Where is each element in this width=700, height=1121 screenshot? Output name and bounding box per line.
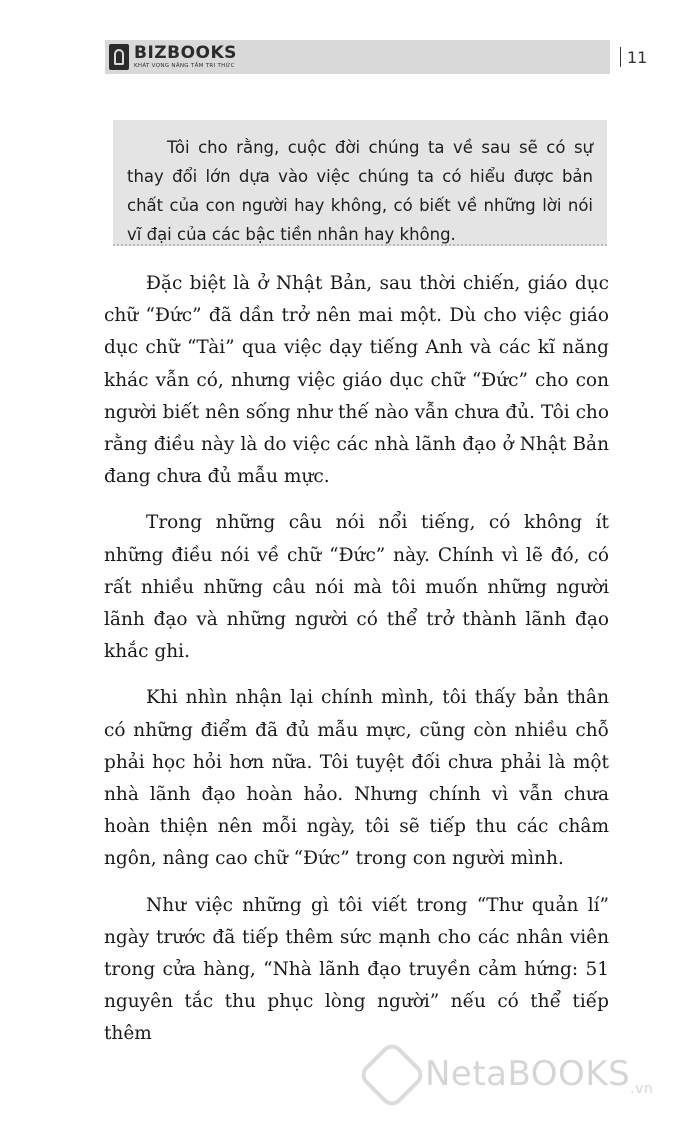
quote-box (113, 120, 607, 246)
quote-text: Tôi cho rằng, cuộc đời chúng ta về sau sẽ có sự thay đổi lớn dựa vào việc chúng ta có hiểu được bản chất của con người hay không, có biết về những lời nói vĩ đại của các bậc tiền nhân hay không. (127, 138, 593, 244)
paragraph: Như việc những gì tôi viết trong “Thư quản lí” ngày trước đã tiếp thêm sức mạnh cho các nhân viên trong cửa hàng, “Nhà lãnh đạo truyền cảm hứng: 51 nguyên tắc thu phục lòng người” nếu có thể tiếp thêm (104, 894, 609, 1045)
paragraph: Trong những câu nói nổi tiếng, có không ít những điều nói về chữ “Đức” này. Chính vì lẽ đó, có rất nhiều những câu nói mà tôi muốn những người lãnh đạo và những người có thể trở thành lãnh đạo khắc ghi. (104, 512, 609, 663)
bizbooks-logo-icon (109, 44, 129, 70)
watermark-text: NetaBOOKS$_{.vn}$ (425, 1053, 654, 1097)
bizbooks-logo (109, 40, 237, 74)
page-number (620, 42, 647, 72)
paragraph: Khi nhìn nhận lại chính mình, tôi thấy bản thân có những điểm đã đủ mẫu mực, cũng còn nhiều chỗ phải học hỏi hơn nữa. Tôi tuyệt đối chưa phải là một nhà lãnh đạo hoàn hảo. Nhưng chính vì vẫn chưa hoàn thiện nên mỗi ngày, tôi sẽ tiếp thu các châm ngôn, nâng cao chữ “Đức” trong con người mình. (104, 687, 609, 870)
brand-name: BIZBOOKS (134, 42, 237, 63)
page-number-value: 11 (627, 47, 648, 67)
page-number-divider (620, 47, 621, 67)
body-text (104, 268, 609, 1065)
netabooks-logo-icon (357, 1040, 428, 1111)
watermark (367, 1045, 653, 1105)
paragraph: Đặc biệt là ở Nhật Bản, sau thời chiến, giáo dục chữ “Đức” đã dần trở nên mai một. Dù cho việc giáo dục chữ “Tài” qua việc dạy tiếng Anh và các kĩ năng khác vẫn có, nhưng việc giáo dục chữ “Đức” cho con người biết nên sống như thế nào vẫn chưa đủ. Tôi cho rằng điều này là do việc các nhà lãnh đạo ở Nhật Bản đang chưa đủ mẫu mực. (104, 273, 609, 488)
brand-tagline: KHÁT VỌNG NĂNG TẦM TRI THỨC (134, 62, 235, 69)
